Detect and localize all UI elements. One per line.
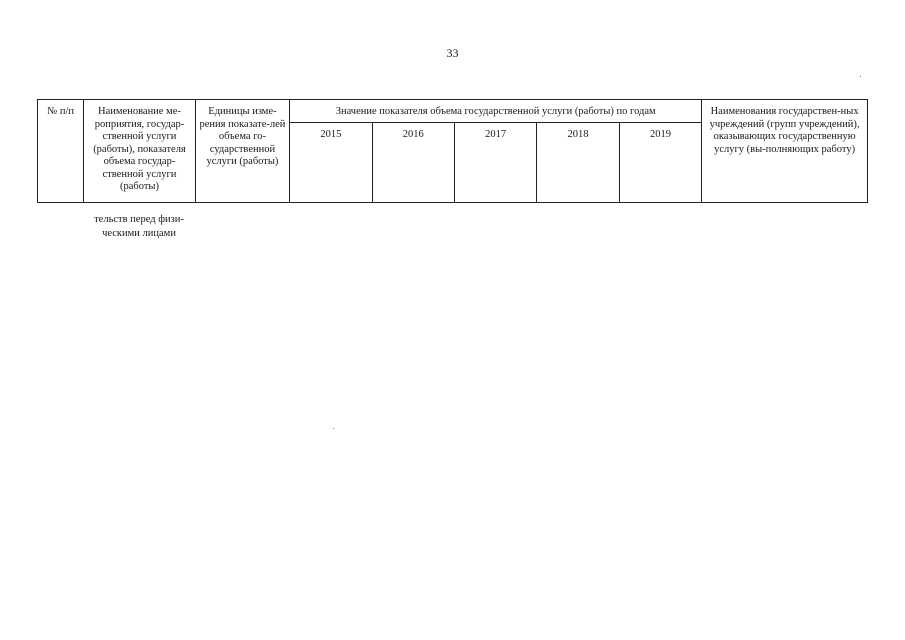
continuation-text [84, 213, 194, 241]
header-name: Наименование ме-роприятия, государ-ственной услуги (работы), показателя объема государ-ственной услуги (работы) [84, 100, 196, 203]
header-value-group: Значение показателя объема государственной услуги (работы) по годам [290, 100, 702, 123]
scan-speck [860, 76, 861, 77]
continuation-line-1: тельств перед физи- [94, 214, 184, 225]
header-institutions: Наименования государствен-ных учреждений (групп учреждений), оказывающих государственную услугу (вы-полняющих работу) [702, 100, 868, 203]
scan-speck [333, 428, 334, 429]
header-year-2016: 2016 [372, 123, 454, 203]
header-year-2018: 2018 [537, 123, 619, 203]
header-year-2017: 2017 [454, 123, 536, 203]
page-number: 33 [446, 46, 459, 60]
header-year-2019: 2019 [619, 123, 701, 203]
header-num: № п/п [38, 100, 84, 203]
data-table [37, 99, 868, 203]
header-year-2015: 2015 [290, 123, 372, 203]
continuation-line-2: ческими лицами [102, 228, 176, 239]
header-units: Единицы изме-рения показате-лей объема го-сударственной услуги (работы) [195, 100, 289, 203]
